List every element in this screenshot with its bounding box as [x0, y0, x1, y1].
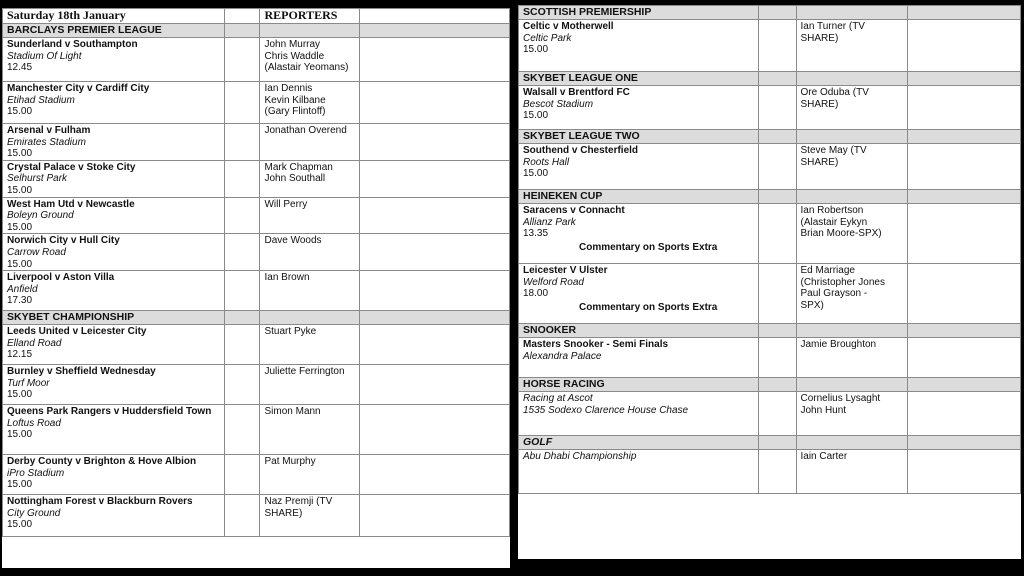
reporter-name: Ed Marriage — [800, 265, 855, 276]
reporters-cell — [260, 325, 360, 365]
reporters-cell — [796, 144, 908, 190]
match-title: Derby County v Brighton & Hove Albion — [7, 456, 197, 468]
reporters-cell — [796, 204, 908, 264]
section-header: SKYBET CHAMPIONSHIP — [3, 311, 225, 325]
empty-cell — [908, 264, 1021, 324]
reporter-name: Brian Moore-SPX) — [800, 228, 882, 240]
section-header-row — [3, 311, 510, 325]
match-title: Saracens v Connacht — [523, 205, 625, 216]
table-row — [3, 160, 510, 197]
venue: iPro Stadium — [7, 467, 65, 479]
match-title: Liverpool v Aston Villa — [7, 272, 115, 284]
empty-cell — [758, 378, 796, 392]
reporters-cell — [260, 82, 360, 124]
venue: Bescot Stadium — [523, 98, 594, 110]
table-row — [3, 365, 510, 405]
empty-cell — [908, 130, 1021, 144]
reporter-name: John Murray — [264, 39, 321, 50]
reporter-name: SHARE) — [800, 98, 839, 110]
event-cell — [3, 234, 225, 271]
empty-cell — [224, 405, 260, 455]
reporter-name: Ian Robertson — [800, 205, 864, 216]
reporter-name: Ian Dennis — [264, 83, 313, 94]
empty-cell — [758, 72, 796, 86]
event-cell — [3, 124, 225, 161]
reporter-name: Ore Oduba (TV — [800, 87, 869, 98]
empty-cell — [796, 436, 908, 450]
title-row — [3, 9, 510, 24]
commentary-note: Commentary on Sports Extra — [579, 241, 718, 253]
reporter-name: Ian Turner (TV — [800, 21, 865, 32]
empty-cell — [260, 311, 360, 325]
kickoff-time: 15.00 — [7, 184, 33, 196]
reporter-name: SPX) — [800, 299, 824, 311]
venue: Stadium Of Light — [7, 50, 82, 62]
empty-cell — [908, 190, 1021, 204]
event-line: Abu Dhabi Championship — [523, 451, 637, 462]
table-row — [3, 82, 510, 124]
reporter-name: John Hunt — [800, 404, 847, 416]
venue: Alexandra Palace — [523, 350, 602, 362]
right-schedule-table — [518, 5, 1021, 494]
empty-cell — [758, 436, 796, 450]
date-title: Saturday 18th January — [3, 9, 225, 24]
event-cell — [3, 160, 225, 197]
section-header-row — [519, 6, 1021, 20]
empty-cell — [758, 20, 796, 72]
empty-cell — [908, 144, 1021, 190]
event-cell — [3, 82, 225, 124]
section-header: HEINEKEN CUP — [519, 190, 759, 204]
reporter-name: (Alastair Yeomans) — [264, 62, 349, 74]
reporter-name: Cornelius Lysaght — [800, 393, 881, 404]
empty-cell — [758, 130, 796, 144]
kickoff-time: 15.00 — [7, 148, 33, 160]
venue: Roots Hall — [523, 156, 570, 168]
event-cell — [519, 392, 759, 436]
reporter-name: Iain Carter — [800, 451, 848, 462]
empty-cell — [224, 38, 260, 82]
reporters-cell — [260, 405, 360, 455]
empty-cell — [796, 130, 908, 144]
empty-cell — [360, 455, 510, 495]
section-header-row — [519, 190, 1021, 204]
event-cell — [3, 405, 225, 455]
empty-cell — [796, 72, 908, 86]
reporter-name: Simon Mann — [264, 406, 321, 418]
reporters-cell — [796, 450, 908, 494]
kickoff-time: 13.35 — [523, 228, 549, 240]
match-title: Norwich City v Hull City — [7, 235, 120, 247]
reporter-name: Kevin Kilbane — [264, 94, 326, 106]
section-header-row — [519, 130, 1021, 144]
empty-cell — [224, 82, 260, 124]
empty-cell — [758, 204, 796, 264]
empty-cell — [224, 325, 260, 365]
empty-cell — [758, 392, 796, 436]
match-title: Leeds United v Leicester City — [7, 326, 147, 338]
reporter-name: SHARE) — [800, 32, 839, 44]
section-header-row — [519, 436, 1021, 450]
table-row — [519, 144, 1021, 190]
schedule-page-left — [2, 8, 510, 568]
kickoff-time: 15.00 — [7, 389, 33, 401]
empty-cell — [360, 365, 510, 405]
section-header: GOLF — [519, 436, 759, 450]
reporters-cell — [260, 38, 360, 82]
event-cell — [3, 495, 225, 537]
empty-cell — [360, 495, 510, 537]
venue: Selhurst Park — [7, 173, 68, 185]
empty-cell — [758, 144, 796, 190]
reporter-name: (Gary Flintoff) — [264, 106, 326, 118]
empty-cell — [908, 392, 1021, 436]
section-header-row — [3, 24, 510, 38]
empty-cell — [360, 311, 510, 325]
reporter-name: Chris Waddle — [264, 50, 325, 62]
venue: Carrow Road — [7, 246, 66, 258]
reporter-name: (Christopher Jones — [800, 276, 885, 288]
reporters-cell — [796, 86, 908, 130]
reporter-name: Jonathan Overend — [264, 125, 347, 136]
section-header: SNOOKER — [519, 324, 759, 338]
event-cell — [3, 197, 225, 234]
empty-cell — [360, 271, 510, 311]
reporters-cell — [796, 20, 908, 72]
venue: Elland Road — [7, 337, 62, 349]
reporters-cell — [260, 160, 360, 197]
table-row — [3, 455, 510, 495]
venue: Loftus Road — [7, 417, 61, 429]
reporter-name: Steve May (TV — [800, 145, 867, 156]
commentary-note: Commentary on Sports Extra — [579, 301, 718, 313]
match-title: Queens Park Rangers v Huddersfield Town — [7, 406, 212, 418]
match-title: Masters Snooker - Semi Finals — [523, 339, 669, 350]
empty-cell — [908, 72, 1021, 86]
empty-cell — [224, 124, 260, 161]
venue: Welford Road — [523, 276, 584, 288]
kickoff-time: 15.00 — [7, 429, 33, 441]
empty-cell — [224, 160, 260, 197]
reporters-cell — [260, 234, 360, 271]
venue: Emirates Stadium — [7, 136, 86, 148]
table-row — [3, 197, 510, 234]
reporter-name: SHARE) — [264, 507, 303, 519]
empty-cell — [796, 378, 908, 392]
section-header-row — [519, 324, 1021, 338]
table-row — [519, 264, 1021, 324]
match-title: West Ham Utd v Newcastle — [7, 198, 135, 210]
event-cell — [519, 86, 759, 130]
empty-cell — [908, 324, 1021, 338]
table-row — [519, 338, 1021, 378]
venue: Boleyn Ground — [7, 210, 74, 222]
empty-cell — [758, 338, 796, 378]
kickoff-time: 15.00 — [523, 110, 549, 122]
reporters-cell — [260, 271, 360, 311]
kickoff-time: 12.45 — [7, 62, 33, 74]
reporter-name: Naz Premji (TV — [264, 496, 333, 508]
event-cell — [3, 365, 225, 405]
section-header: SKYBET LEAGUE TWO — [519, 130, 759, 144]
event-cell — [3, 271, 225, 311]
event-cell — [519, 338, 759, 378]
empty-cell — [908, 6, 1021, 20]
event-cell — [3, 455, 225, 495]
table-row — [519, 392, 1021, 436]
venue: Anfield — [7, 283, 38, 295]
empty-cell — [224, 24, 260, 38]
empty-cell — [758, 6, 796, 20]
match-title: Walsall v Brentford FC — [523, 87, 630, 98]
section-header: HORSE RACING — [519, 378, 759, 392]
empty-cell — [758, 450, 796, 494]
reporter-name: Jamie Broughton — [800, 339, 877, 350]
table-row — [519, 20, 1021, 72]
event-cell — [519, 144, 759, 190]
empty-cell — [224, 455, 260, 495]
section-header-row — [519, 72, 1021, 86]
event-line: 1535 Sodexo Clarence House Chase — [523, 404, 689, 416]
kickoff-time: 15.00 — [7, 106, 33, 118]
empty-cell — [908, 378, 1021, 392]
section-header: SKYBET LEAGUE ONE — [519, 72, 759, 86]
empty-cell — [360, 197, 510, 234]
schedule-page-right — [518, 5, 1021, 559]
empty-cell — [908, 436, 1021, 450]
reporter-name: SHARE) — [800, 156, 839, 168]
empty-cell — [360, 38, 510, 82]
reporters-cell — [260, 365, 360, 405]
reporter-name: (Alastair Eykyn — [800, 216, 868, 228]
kickoff-time: 12.15 — [7, 349, 33, 361]
match-title: Celtic v Motherwell — [523, 21, 614, 32]
left-schedule-table — [2, 8, 510, 537]
table-row — [3, 271, 510, 311]
event-cell — [3, 38, 225, 82]
empty-cell — [758, 324, 796, 338]
match-title: Nottingham Forest v Blackburn Rovers — [7, 496, 193, 508]
empty-cell — [260, 24, 360, 38]
match-title: Manchester City v Cardiff City — [7, 83, 150, 94]
reporter-name: Pat Murphy — [264, 456, 316, 468]
empty-cell — [360, 160, 510, 197]
empty-cell — [224, 271, 260, 311]
table-row — [3, 325, 510, 365]
empty-cell — [758, 190, 796, 204]
reporter-name: Paul Grayson - — [800, 288, 868, 300]
empty-cell — [224, 197, 260, 234]
empty-cell — [360, 234, 510, 271]
empty-cell — [908, 20, 1021, 72]
match-title: Leicester V Ulster — [523, 265, 608, 276]
empty-cell — [796, 324, 908, 338]
kickoff-time: 15.00 — [523, 44, 549, 56]
reporter-name: Juliette Ferrington — [264, 366, 345, 378]
match-title: Crystal Palace v Stoke City — [7, 161, 136, 173]
kickoff-time: 17.30 — [7, 295, 33, 307]
event-cell — [3, 325, 225, 365]
reporters-cell — [796, 338, 908, 378]
table-row — [519, 450, 1021, 494]
empty-cell — [758, 264, 796, 324]
empty-cell — [360, 82, 510, 124]
match-title: Arsenal v Fulham — [7, 125, 91, 136]
match-title: Burnley v Sheffield Wednesday — [7, 366, 156, 378]
reporter-name: Stuart Pyke — [264, 326, 317, 338]
reporters-cell — [260, 495, 360, 537]
table-row — [519, 86, 1021, 130]
kickoff-time: 18.00 — [523, 288, 549, 300]
match-title: Sunderland v Southampton — [7, 39, 138, 50]
reporters-cell — [260, 197, 360, 234]
reporters-cell — [260, 455, 360, 495]
venue: Etihad Stadium — [7, 94, 75, 106]
reporters-cell — [796, 392, 908, 436]
event-line: Racing at Ascot — [523, 393, 593, 404]
section-header-row — [519, 378, 1021, 392]
empty-cell — [908, 338, 1021, 378]
kickoff-time: 15.00 — [7, 479, 33, 491]
table-row — [3, 124, 510, 161]
empty-cell — [360, 405, 510, 455]
empty-cell — [360, 325, 510, 365]
reporters-title: REPORTERS — [260, 9, 360, 24]
venue: Turf Moor — [7, 377, 50, 389]
empty-cell — [908, 204, 1021, 264]
reporters-cell — [260, 124, 360, 161]
empty-cell — [758, 86, 796, 130]
empty-cell — [908, 450, 1021, 494]
empty-cell — [224, 495, 260, 537]
kickoff-time: 15.00 — [7, 258, 33, 270]
table-row — [3, 495, 510, 537]
empty-cell — [224, 311, 260, 325]
table-row — [519, 204, 1021, 264]
event-cell — [519, 204, 759, 264]
event-cell — [519, 450, 759, 494]
reporters-cell — [796, 264, 908, 324]
empty-cell — [796, 6, 908, 20]
venue: Celtic Park — [523, 32, 572, 44]
reporter-name: Dave Woods — [264, 235, 322, 247]
table-row — [3, 38, 510, 82]
reporter-name: Ian Brown — [264, 272, 310, 284]
empty-cell — [224, 234, 260, 271]
kickoff-time: 15.00 — [523, 168, 549, 180]
empty-cell — [360, 24, 510, 38]
venue: City Ground — [7, 507, 61, 519]
kickoff-time: 15.00 — [7, 519, 33, 531]
section-header: SCOTTISH PREMIERSHIP — [519, 6, 759, 20]
empty-cell — [796, 190, 908, 204]
empty-cell — [360, 124, 510, 161]
table-row — [3, 405, 510, 455]
reporter-name: Will Perry — [264, 198, 308, 210]
kickoff-time: 15.00 — [7, 221, 33, 233]
match-title: Southend v Chesterfield — [523, 145, 639, 156]
event-cell — [519, 264, 759, 324]
reporter-name: John Southall — [264, 173, 326, 185]
venue: Allianz Park — [523, 216, 576, 228]
empty-cell — [908, 86, 1021, 130]
empty-cell — [224, 365, 260, 405]
event-cell — [519, 20, 759, 72]
section-header: BARCLAYS PREMIER LEAGUE — [3, 24, 225, 38]
table-row — [3, 234, 510, 271]
reporter-name: Mark Chapman — [264, 161, 333, 173]
